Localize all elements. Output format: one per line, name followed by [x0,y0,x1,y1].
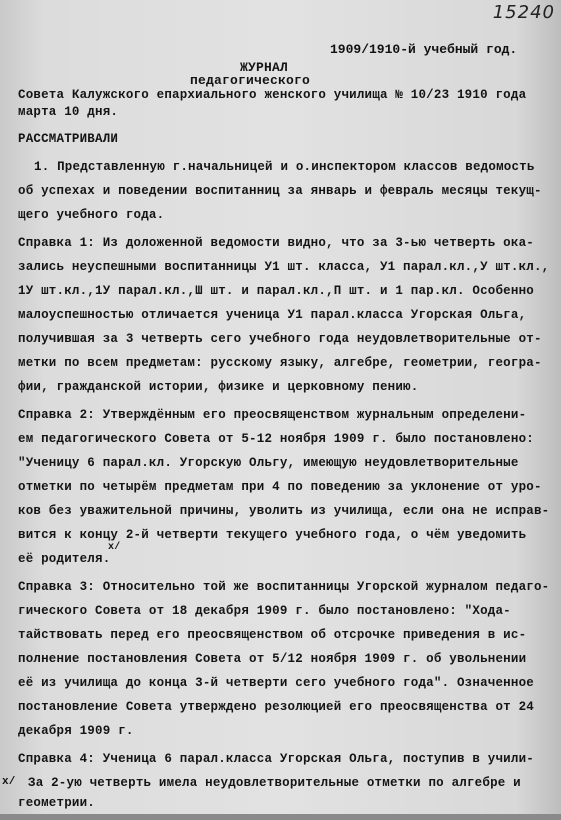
margin-mark: х/ [2,776,16,788]
academic-year: 1909/1910-й учебный год. [330,42,518,57]
text-line: зались неуспешными воспитанницы У1 шт. класса, У1 парал.кл.,У шт.кл., [18,260,550,274]
archive-number: 15240 [492,2,555,23]
text-line: метки по всем предметам: русскому языку, алгебре, геометрии, геогра- [18,356,542,370]
text-line: постановление Совета утверждено резолюцией его преосвященства от 24 [18,700,534,714]
text-line: Справка 2: Утверждённым его преосвященством журнальным определени- [18,408,527,422]
header-line-2: марта 10 дня. [18,105,119,119]
page-bottom-edge [0,814,561,820]
text-line: получившая за 3 четверть сего учебного года неудовлетворительные от- [18,332,542,346]
text-line: отметки по четырём предметам при 4 по поведению за уклонение от уро- [18,480,542,494]
text-line: ем педагогического Совета от 5-12 ноября 1909 г. было постановлено: [18,432,534,446]
text-line: 1У шт.кл.,1У парал.кл.,Ш шт. и парал.кл.,П шт. и 1 пар.кл. Особенно [18,284,534,298]
text-line: За 2-ую четверть имела неудовлетворительные отметки по алгебре и [28,776,521,790]
text-line: тайствовать перед его преосвященством об отсрочке приведения в ис- [18,628,527,642]
text-line: Справка 4: Ученица 6 парал.класса Угорская Ольга, поступив в учили- [18,752,534,766]
text-line: 1. Представленную г.начальницей и о.инспектором классов ведомость [34,160,535,174]
text-line: ков без уважительной причины, уволить из училища, если она не исправ- [18,504,550,518]
text-line: геометрии. [18,796,96,810]
text-line: малоуспешностью отличается ученица У1 парал.класса Угорская Ольга, [18,308,527,322]
text-line: её родителя. [18,552,111,566]
text-line: фии, гражданской истории, физике и церковному пению. [18,380,419,394]
text-line: щего учебного года. [18,208,165,222]
text-line: об успехах и поведении воспитанниц за январь и февраль месяцы текущ- [18,184,542,198]
text-line: её из училища до конца 3-й четверти сего учебного года". Означенное [18,676,534,690]
text-line: декабря 1909 г. [18,724,134,738]
journal-subtitle: педагогического [190,73,311,88]
margin-mark: х/ [108,542,121,553]
text-line: "Ученицу 6 парал.кл. Угорскую Ольгу, имеющую неудовлетворительные [18,456,519,470]
text-line: Справка 1: Из доложенной ведомости видно, что за 3-ью четверть ока- [18,236,534,250]
journal-title: ЖУРНАЛ [240,60,289,75]
header-line-1: Совета Калужского епархиального женского училища № 10/23 1910 года [18,88,527,102]
text-line: вится к концу 2-й четверти текущего учебного года, о чём уведомить [18,528,527,542]
text-line: Справка 3: Относительно той же воспитанницы Угорской журналом педаго- [18,580,550,594]
considered-heading: РАССМАТРИВАЛИ [18,132,119,146]
text-line: гического Совета от 18 декабря 1909 г. было постановлено: "Хода- [18,604,511,618]
text-line: полнение постановления Совета от 5/12 ноября 1909 г. об увольнении [18,652,527,666]
